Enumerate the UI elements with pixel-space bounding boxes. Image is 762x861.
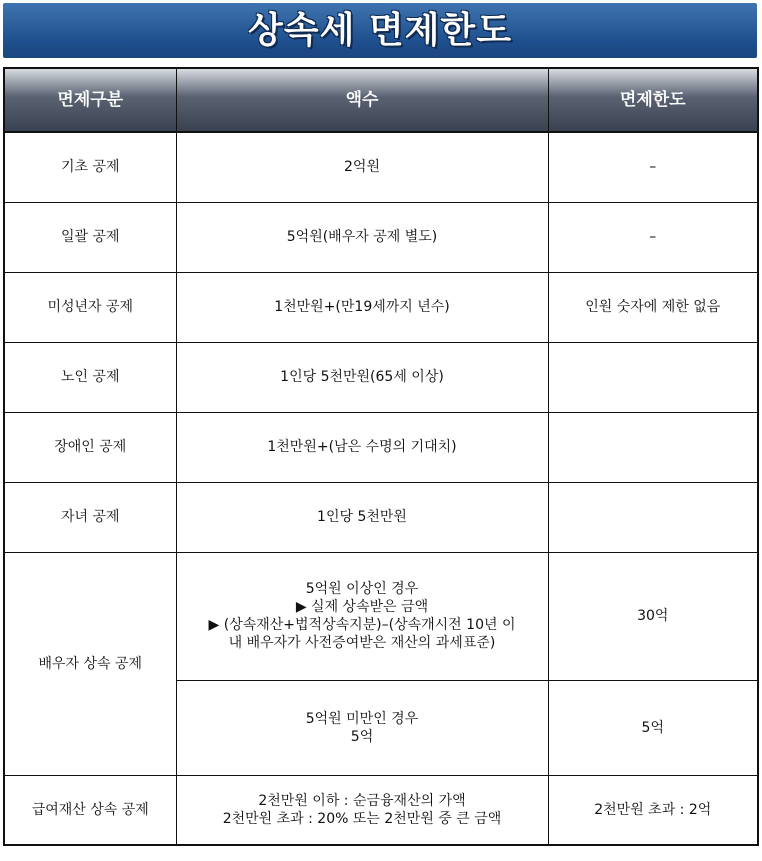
title-banner bbox=[3, 3, 757, 58]
table-row bbox=[4, 412, 758, 482]
spouse-category: 배우자 상속 공제 bbox=[4, 552, 176, 775]
row-amount: 5억원(배우자 공제 별도) bbox=[176, 202, 548, 272]
spouse-over-line: ▶ (상속재산+법적상속지분)–(상속개시전 10년 이 bbox=[208, 617, 516, 633]
table-header-row bbox=[4, 68, 758, 132]
spouse-over-line: 5억원 이상인 경우 bbox=[305, 581, 419, 597]
spouse-limit-over: 30억 bbox=[548, 552, 758, 680]
row-amount: 2억원 bbox=[176, 132, 548, 202]
spouse-limit-under: 5억 bbox=[548, 680, 758, 775]
row-category: 기초 공제 bbox=[4, 132, 176, 202]
gift-limit: 2천만원 초과 : 2억 bbox=[548, 775, 758, 845]
row-category: 자녀 공제 bbox=[4, 482, 176, 552]
row-category: 일괄 공제 bbox=[4, 202, 176, 272]
spouse-amount-over bbox=[176, 552, 548, 680]
row-limit bbox=[548, 482, 758, 552]
table-row bbox=[4, 202, 758, 272]
spouse-amount-under bbox=[176, 680, 548, 775]
row-limit: 인원 숫자에 제한 없음 bbox=[548, 272, 758, 342]
row-category: 노인 공제 bbox=[4, 342, 176, 412]
page-title: 상속세 면제한도 bbox=[248, 10, 512, 51]
row-amount: 1천만원+(남은 수명의 기대치) bbox=[176, 412, 548, 482]
header-category: 면제구분 bbox=[4, 68, 176, 132]
table-row bbox=[4, 272, 758, 342]
table-row-gift bbox=[4, 775, 758, 845]
row-limit: – bbox=[548, 132, 758, 202]
row-amount: 1인당 5천만원 bbox=[176, 482, 548, 552]
spouse-over-line: ▶ 실제 상속받은 금액 bbox=[295, 599, 429, 615]
table-row bbox=[4, 132, 758, 202]
row-limit bbox=[548, 342, 758, 412]
row-category: 장애인 공제 bbox=[4, 412, 176, 482]
header-amount: 액수 bbox=[176, 68, 548, 132]
spouse-under-line: 5억 bbox=[350, 728, 374, 745]
row-limit: – bbox=[548, 202, 758, 272]
exemption-table bbox=[3, 67, 759, 846]
table-row bbox=[4, 342, 758, 412]
spouse-over-line: 내 배우자가 사전증여받은 재산의 과세표준) bbox=[228, 635, 496, 651]
header-limit: 면제한도 bbox=[548, 68, 758, 132]
spouse-under-line: 5억원 미만인 경우 bbox=[305, 710, 419, 727]
row-amount: 1천만원+(만19세까지 년수) bbox=[176, 272, 548, 342]
table-row-spouse-1 bbox=[4, 552, 758, 680]
gift-category: 급여재산 상속 공제 bbox=[4, 775, 176, 845]
row-category: 미성년자 공제 bbox=[4, 272, 176, 342]
row-limit bbox=[548, 412, 758, 482]
gift-line: 2천만원 이하 : 순금융재산의 가액 bbox=[258, 792, 466, 809]
row-amount: 1인당 5천만원(65세 이상) bbox=[176, 342, 548, 412]
gift-line: 2천만원 초과 : 20% 또는 2천만원 중 큰 금액 bbox=[222, 810, 502, 827]
gift-amount bbox=[176, 775, 548, 845]
table-row bbox=[4, 482, 758, 552]
